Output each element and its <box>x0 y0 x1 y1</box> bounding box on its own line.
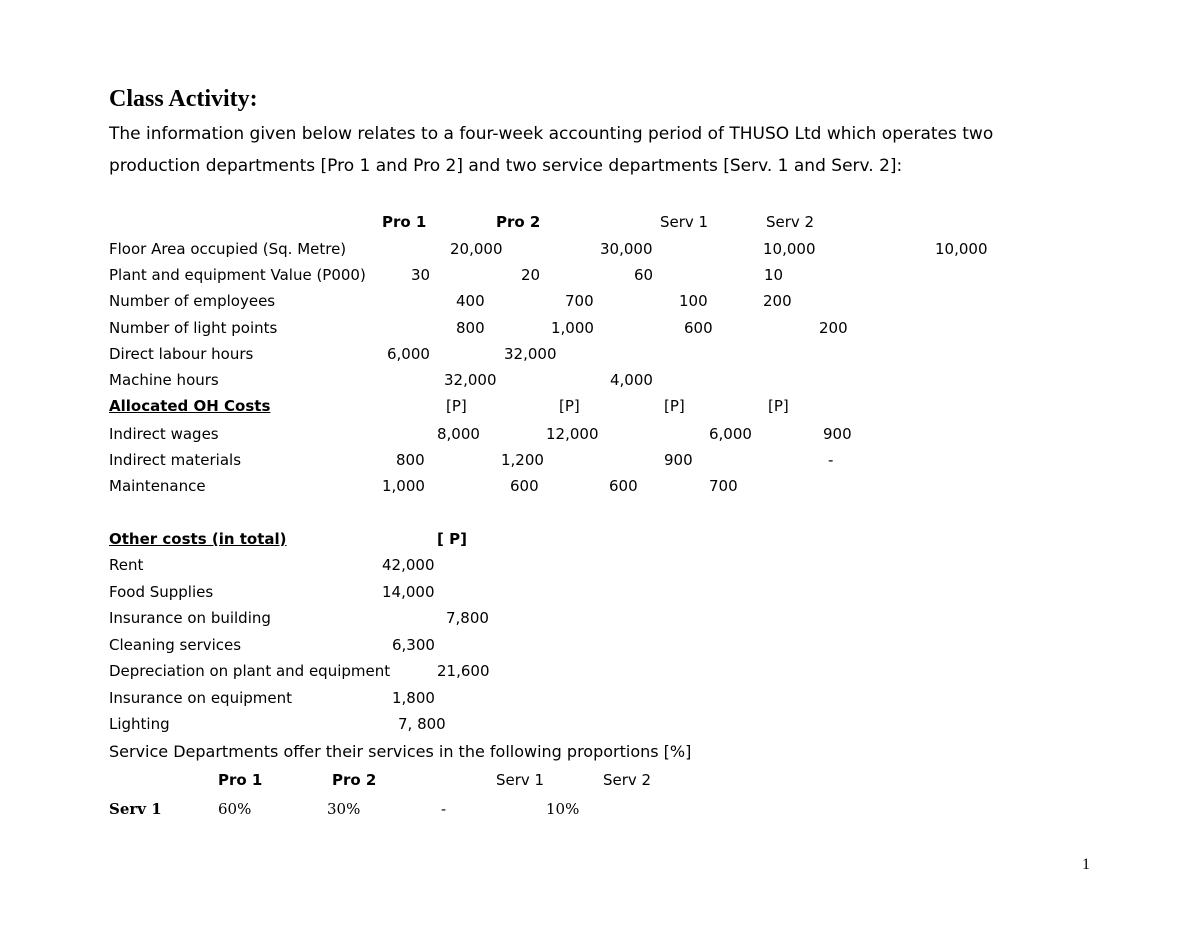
page-number: 1 <box>1082 856 1090 873</box>
row-label: Number of employees <box>109 292 276 310</box>
cell: 20 <box>521 266 541 284</box>
service-intro: Service Departments offer their services in the following proportions [%] <box>109 742 692 761</box>
cell: 700 <box>565 292 594 310</box>
header-pro1: Pro 1 <box>382 213 427 231</box>
header-pro2: Pro 2 <box>332 771 377 789</box>
row-label: Serv 1 <box>109 800 162 818</box>
row-label: Lighting <box>109 715 170 733</box>
cell: 6,000 <box>387 345 430 363</box>
cell: 6,000 <box>709 425 752 443</box>
row-label: Direct labour hours <box>109 345 254 363</box>
cell: 7,800 <box>446 609 489 627</box>
cell: - <box>441 800 447 818</box>
cell: 10% <box>546 800 580 818</box>
cell: 700 <box>709 477 738 495</box>
row-label: Depreciation on plant and equipment <box>109 662 391 680</box>
cell: 900 <box>823 425 852 443</box>
row-label: Indirect wages <box>109 425 219 443</box>
cell: 30,000 <box>600 240 653 258</box>
cell: 200 <box>763 292 792 310</box>
cell: 10 <box>764 266 784 284</box>
cell: 30 <box>411 266 431 284</box>
cell: 32,000 <box>444 371 497 389</box>
row-label: Food Supplies <box>109 583 214 601</box>
cell: 6,300 <box>392 636 435 654</box>
row-label: Plant and equipment Value (P000) <box>109 266 366 284</box>
header-serv1: Serv 1 <box>660 213 709 231</box>
row-label: Floor Area occupied (Sq. Metre) <box>109 240 347 258</box>
row-label: Insurance on equipment <box>109 689 292 707</box>
cell: 60% <box>218 800 252 818</box>
unit-label: [ P] <box>437 530 467 548</box>
row-label: Indirect materials <box>109 451 242 469</box>
cell: 200 <box>819 319 848 337</box>
cell: 1,800 <box>392 689 435 707</box>
row-label: Rent <box>109 556 144 574</box>
unit-label: [P] <box>664 397 685 415</box>
cell: 1,000 <box>382 477 425 495</box>
unit-label: [P] <box>559 397 580 415</box>
cell: 600 <box>684 319 713 337</box>
cell: 600 <box>609 477 638 495</box>
unit-label: [P] <box>768 397 789 415</box>
cell: 4,000 <box>610 371 653 389</box>
other-heading: Other costs (in total) <box>109 530 287 548</box>
cell: 10,000 <box>935 240 988 258</box>
row-label: Maintenance <box>109 477 206 495</box>
cell: 800 <box>396 451 425 469</box>
cell: 42,000 <box>382 556 435 574</box>
cell: 800 <box>456 319 485 337</box>
cell: 14,000 <box>382 583 435 601</box>
header-pro2: Pro 2 <box>496 213 541 231</box>
row-label: Number of light points <box>109 319 278 337</box>
header-pro1: Pro 1 <box>218 771 263 789</box>
page-title: Class Activity: <box>109 86 258 112</box>
row-label: Cleaning services <box>109 636 242 654</box>
cell: - <box>828 451 834 469</box>
cell: 900 <box>664 451 693 469</box>
cell: 100 <box>679 292 708 310</box>
cell: 8,000 <box>437 425 480 443</box>
header-serv1: Serv 1 <box>496 771 545 789</box>
header-serv2: Serv 2 <box>766 213 815 231</box>
cell: 20,000 <box>450 240 503 258</box>
unit-label: [P] <box>446 397 467 415</box>
row-label: Machine hours <box>109 371 219 389</box>
cell: 21,600 <box>437 662 490 680</box>
cell: 7, 800 <box>398 715 446 733</box>
cell: 30% <box>327 800 361 818</box>
cell: 1,000 <box>551 319 594 337</box>
intro-line-2: production departments [Pro 1 and Pro 2] and two service departments [Serv. 1 and Serv. 2]: <box>109 156 903 176</box>
cell: 400 <box>456 292 485 310</box>
cell: 32,000 <box>504 345 557 363</box>
cell: 600 <box>510 477 539 495</box>
row-label: Insurance on building <box>109 609 271 627</box>
cell: 12,000 <box>546 425 599 443</box>
header-serv2: Serv 2 <box>603 771 652 789</box>
cell: 10,000 <box>763 240 816 258</box>
allocated-heading: Allocated OH Costs <box>109 397 271 415</box>
intro-line-1: The information given below relates to a four-week accounting period of THUSO Ltd which operates two <box>109 124 994 144</box>
cell: 60 <box>634 266 654 284</box>
cell: 1,200 <box>501 451 544 469</box>
